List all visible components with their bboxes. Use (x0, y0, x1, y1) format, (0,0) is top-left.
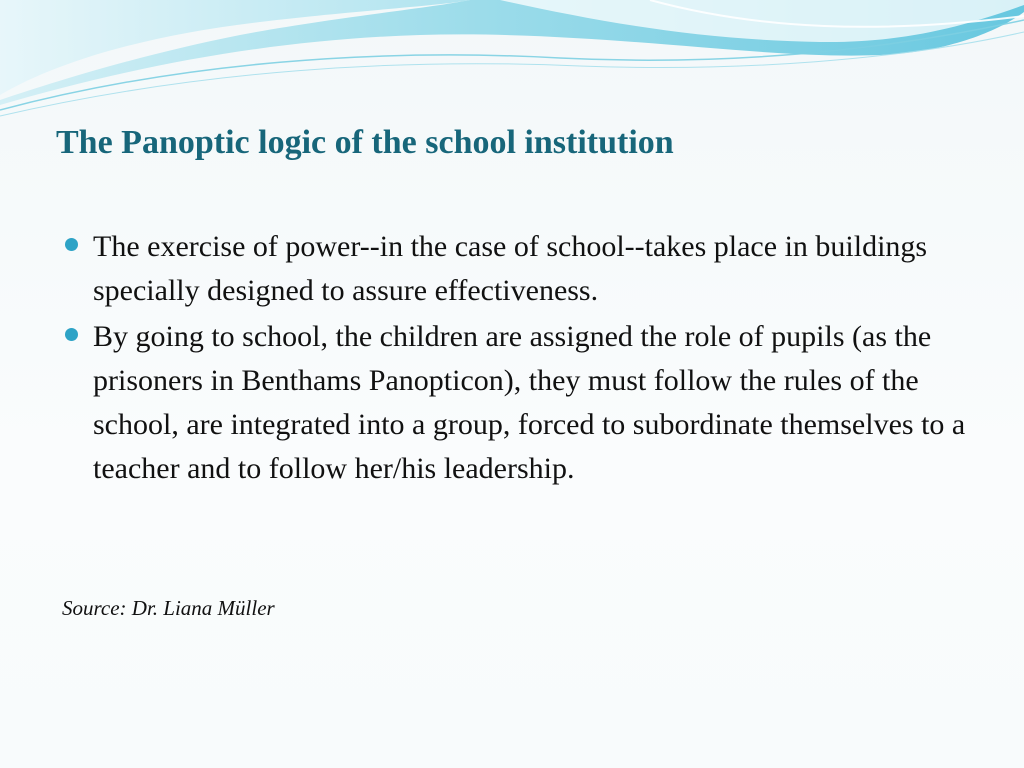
bullet-list (62, 225, 972, 493)
bullet-dot-icon (65, 238, 78, 251)
slide-title: The Panoptic logic of the school institution (56, 124, 674, 161)
bullet-item (62, 315, 972, 491)
bullet-text: The exercise of power--in the case of school--takes place in buildings specially designed to assure effectiveness. (93, 230, 928, 307)
bullet-dot-icon (65, 328, 78, 341)
source-citation: Source: Dr. Liana Müller (62, 596, 275, 620)
header-wave-decoration (0, 0, 1024, 130)
bullet-item (62, 225, 972, 313)
bullet-text: By going to school, the children are assigned the role of pupils (as the prisoners in Benthams Panopticon), they must follow the rules of the school, are integrated into a group, forced to subordinate themselves to a teacher and to follow her/his leadership. (93, 320, 966, 485)
